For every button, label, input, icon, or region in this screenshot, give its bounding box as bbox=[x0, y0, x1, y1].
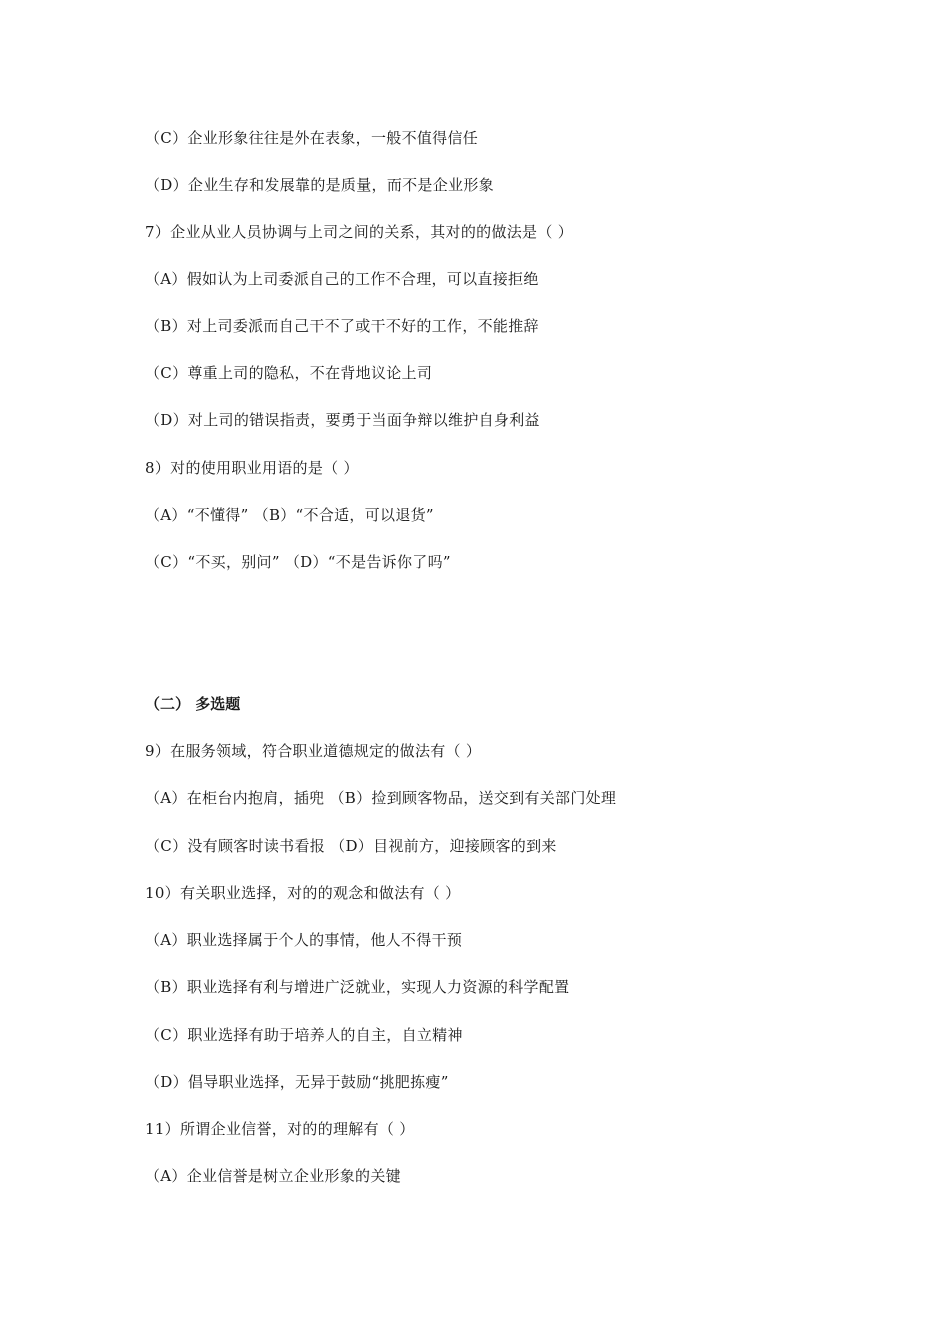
option-10a: （A）职业选择属于个人的事情，他人不得干预 bbox=[145, 931, 463, 949]
option-10b: （B）职业选择有利与增进广泛就业，实现人力资源的科学配置 bbox=[145, 978, 570, 996]
option-7b: （B）对上司委派而自己干不了或干不好的工作，不能推辞 bbox=[145, 317, 539, 335]
section-heading-multiple-choice: （二） 多选题 bbox=[145, 695, 241, 713]
question-8: 8）对的使用职业用语的是（ ） bbox=[145, 459, 359, 477]
option-9ab: （A）在柜台内抱肩，插兜 （B）捡到顾客物品，送交到有关部门处理 bbox=[145, 789, 617, 807]
question-9: 9）在服务领域，符合职业道德规定的做法有（ ） bbox=[145, 742, 482, 760]
option-11a: （A）企业信誉是树立企业形象的关键 bbox=[145, 1167, 401, 1185]
option-10d: （D）倡导职业选择，无异于鼓励“挑肥拣瘦” bbox=[145, 1073, 449, 1091]
option-7c: （C）尊重上司的隐私，不在背地议论上司 bbox=[145, 364, 433, 382]
option-7a: （A）假如认为上司委派自己的工作不合理，可以直接拒绝 bbox=[145, 270, 539, 288]
option-6d: （D）企业生存和发展靠的是质量，而不是企业形象 bbox=[145, 176, 494, 194]
question-11: 11）所谓企业信誉，对的的理解有（ ） bbox=[145, 1120, 415, 1138]
question-10: 10）有关职业选择，对的的观念和做法有（ ） bbox=[145, 884, 461, 902]
option-6c: （C）企业形象往往是外在表象，一般不值得信任 bbox=[145, 129, 479, 147]
option-7d: （D）对上司的错误指责，要勇于当面争辩以维护自身利益 bbox=[145, 411, 540, 429]
option-9cd: （C）没有顾客时读书看报 （D）目视前方，迎接顾客的到来 bbox=[145, 837, 557, 855]
question-7: 7）企业从业人员协调与上司之间的关系，其对的的做法是（ ） bbox=[145, 223, 574, 241]
option-8ab: （A）“不懂得” （B）“不合适，可以退货” bbox=[145, 506, 434, 524]
option-8cd: （C）“不买，别问” （D）“不是告诉你了吗” bbox=[145, 553, 451, 571]
option-10c: （C）职业选择有助于培养人的自主，自立精神 bbox=[145, 1026, 463, 1044]
